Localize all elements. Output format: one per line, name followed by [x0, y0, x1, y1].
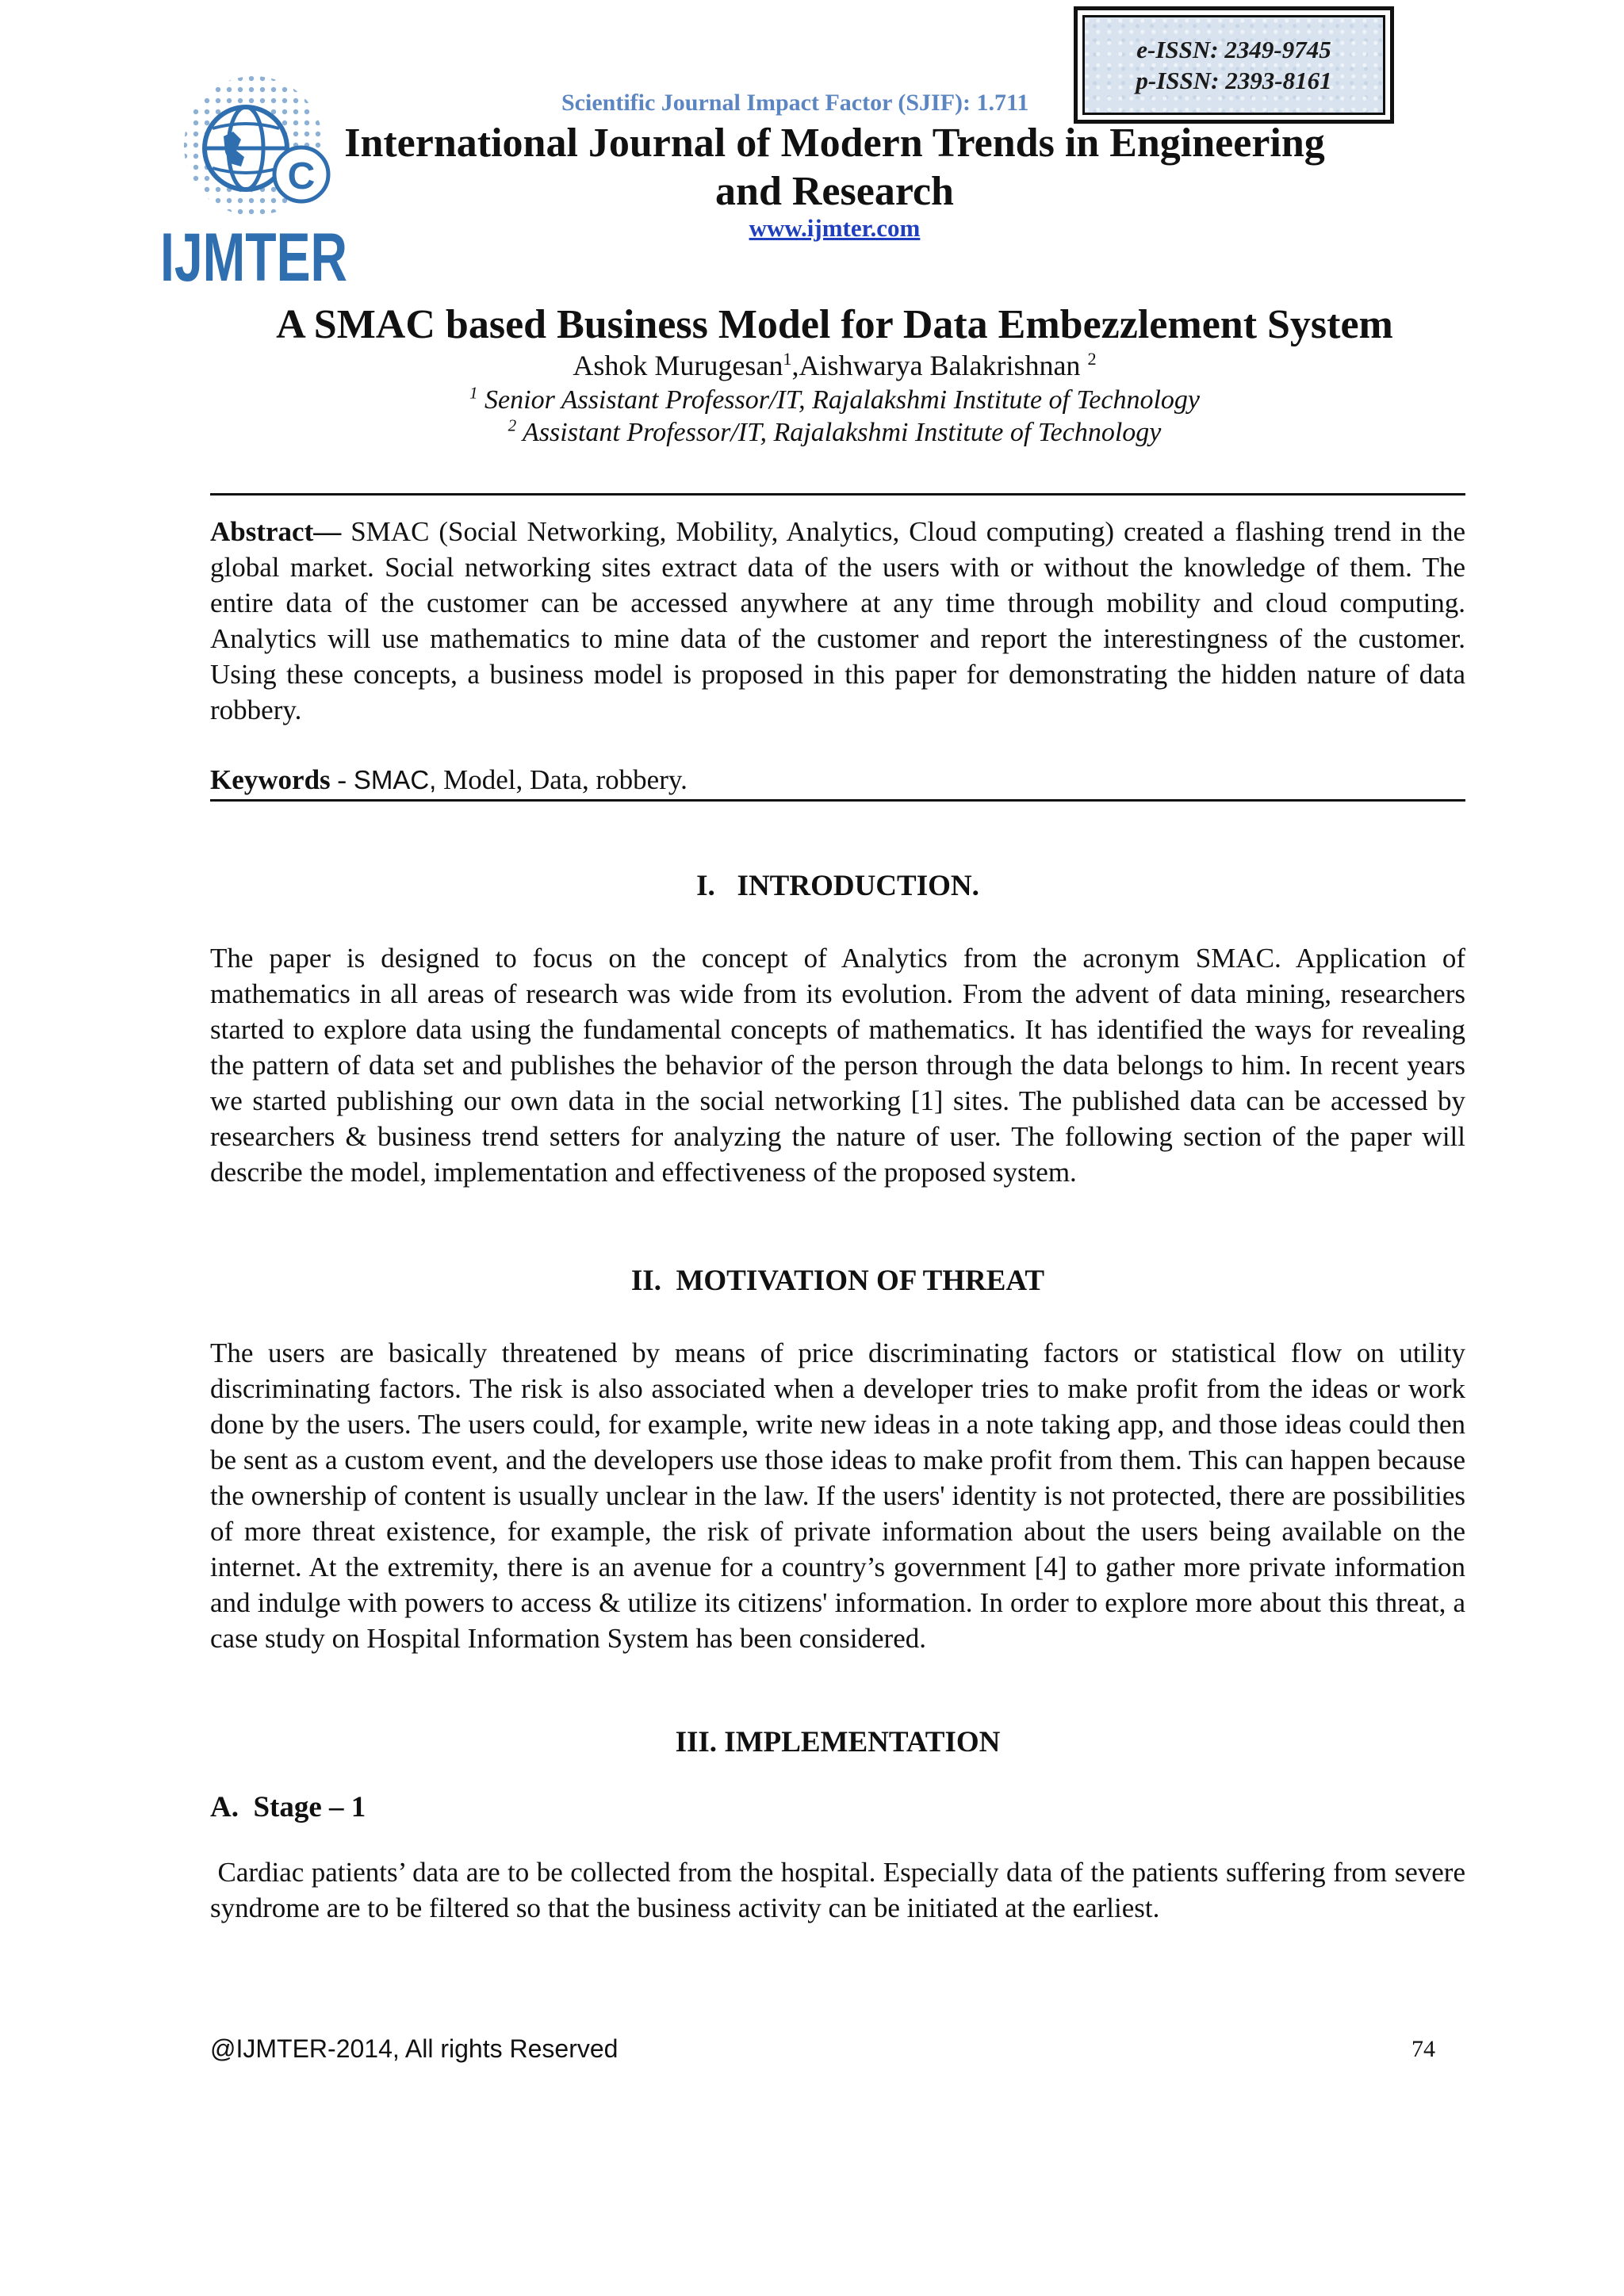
introduction-heading: I. INTRODUCTION.: [696, 870, 979, 902]
keywords-text: Model, Data, robbery.: [436, 764, 688, 795]
motivation-heading: II. MOTIVATION OF THREAT: [630, 1265, 1045, 1297]
affiliation-2: [159, 415, 1511, 448]
affiliation-1-text: Senior Assistant Professor/IT, Rajalakshmi Institute of Technology: [477, 385, 1200, 415]
keywords-sans-text: SMAC,: [353, 765, 437, 794]
journal-title-line2: and Research: [715, 169, 954, 214]
journal-title: [301, 119, 1368, 216]
abstract-label: Abstract—: [210, 516, 342, 547]
paper-title: A SMAC based Business Model for Data Embezzlement System: [276, 302, 1393, 347]
issn-box: [1074, 6, 1394, 124]
affiliation-1: [159, 385, 1511, 415]
page-number: 74: [1411, 2036, 1435, 2062]
journal-title-line1: International Journal of Modern Trends in Engineering: [344, 121, 1325, 166]
stage-1-heading: A. Stage – 1: [210, 1791, 366, 1823]
abstract-text: SMAC (Social Networking, Mobility, Analytics, Cloud computing) created a flashing trend in the global market. Social networking sites extract data of the users with or without the knowledge of them. The entire data of the customer can be accessed anywhere at any time through mobility and cloud computing. Analytics will use mathematics to mine data of the customer and report the interestingness of the customer. Using these concepts, a business model is proposed in this paper for demonstrating the hidden nature of data robbery.: [210, 516, 1465, 725]
keywords-label: Keywords: [210, 764, 331, 795]
abstract: [210, 514, 1465, 728]
e-issn: e-ISSN: 2349-9745: [1136, 36, 1331, 63]
p-issn: p-ISSN: 2393-8161: [1136, 67, 1332, 94]
implementation-heading: III. IMPLEMENTATION: [675, 1726, 1001, 1758]
abstract-bottom-rule: [210, 799, 1465, 802]
logo-wordmark: IJMTER: [160, 220, 347, 296]
author-1-sup: 1: [783, 349, 792, 369]
author-1: Ashok Murugesan: [573, 350, 783, 381]
keywords: [210, 762, 1465, 798]
author-separator: ,: [791, 350, 799, 381]
author-2-sup: 2: [1087, 349, 1097, 369]
affiliation-1-sup: 1: [469, 383, 478, 403]
footer-copyright: @IJMTER-2014, All rights Reserved: [210, 2034, 619, 2063]
abstract-top-rule: [210, 493, 1465, 496]
stage-1-paragraph: Cardiac patients’ data are to be collected from the hospital. Especially data of the patients suffering from severe syndrome are to be filtered so that the business activity can be initiated at the earliest.: [210, 1857, 1473, 1923]
affiliation-2-text: Assistant Professor/IT, Rajalakshmi Institute of Technology: [516, 418, 1162, 447]
journal-url-link[interactable]: www.ijmter.com: [749, 214, 921, 242]
author-2: Aishwarya Balakrishnan: [799, 350, 1088, 381]
introduction-paragraph: The paper is designed to focus on the concept of Analytics from the acronym SMAC. Application of mathematics in all areas of research was wide from its evolution. From the advent of data mining, researchers started to explore data using the fundamental concepts of mathematics. It has identified the ways for revealing the pattern of data set and publishes the behavior of the person through the data belongs to him. In recent years we started publishing our own data in the social networking [1] sites. The published data can be accessed by researchers & business trend setters for analyzing the nature of user. The following section of the paper will describe the model, implementation and effectiveness of the proposed system.: [210, 943, 1465, 1188]
motivation-paragraph: The users are basically threatened by means of price discriminating factors or statistical flow on utility discriminating factors. The risk is also associated when a developer tries to make profit from the ideas or work done by the users. The users could, for example, write new ideas in a note taking app, and those ideas could then be sent as a custom event, and the developers use those ideas to make profit from them. This can happen because the ownership of content is usually unclear in the law. If the users' identity is not protected, there are possibilities of more threat existence, for example, the risk of private information about the users being available on the internet. At the extremity, there is an avenue for a country’s government [4] to gather more private information and indulge with powers to access & utilize its citizens' information. In order to explore more about this threat, a case study on Hospital Information System has been considered.: [210, 1337, 1465, 1654]
svg-text:C: C: [287, 155, 316, 197]
impact-factor: Scientific Journal Impact Factor (SJIF): 1.711: [561, 90, 1029, 116]
affiliation-2-sup: 2: [508, 415, 517, 435]
keywords-dash: -: [330, 764, 354, 795]
authors: [159, 349, 1511, 382]
